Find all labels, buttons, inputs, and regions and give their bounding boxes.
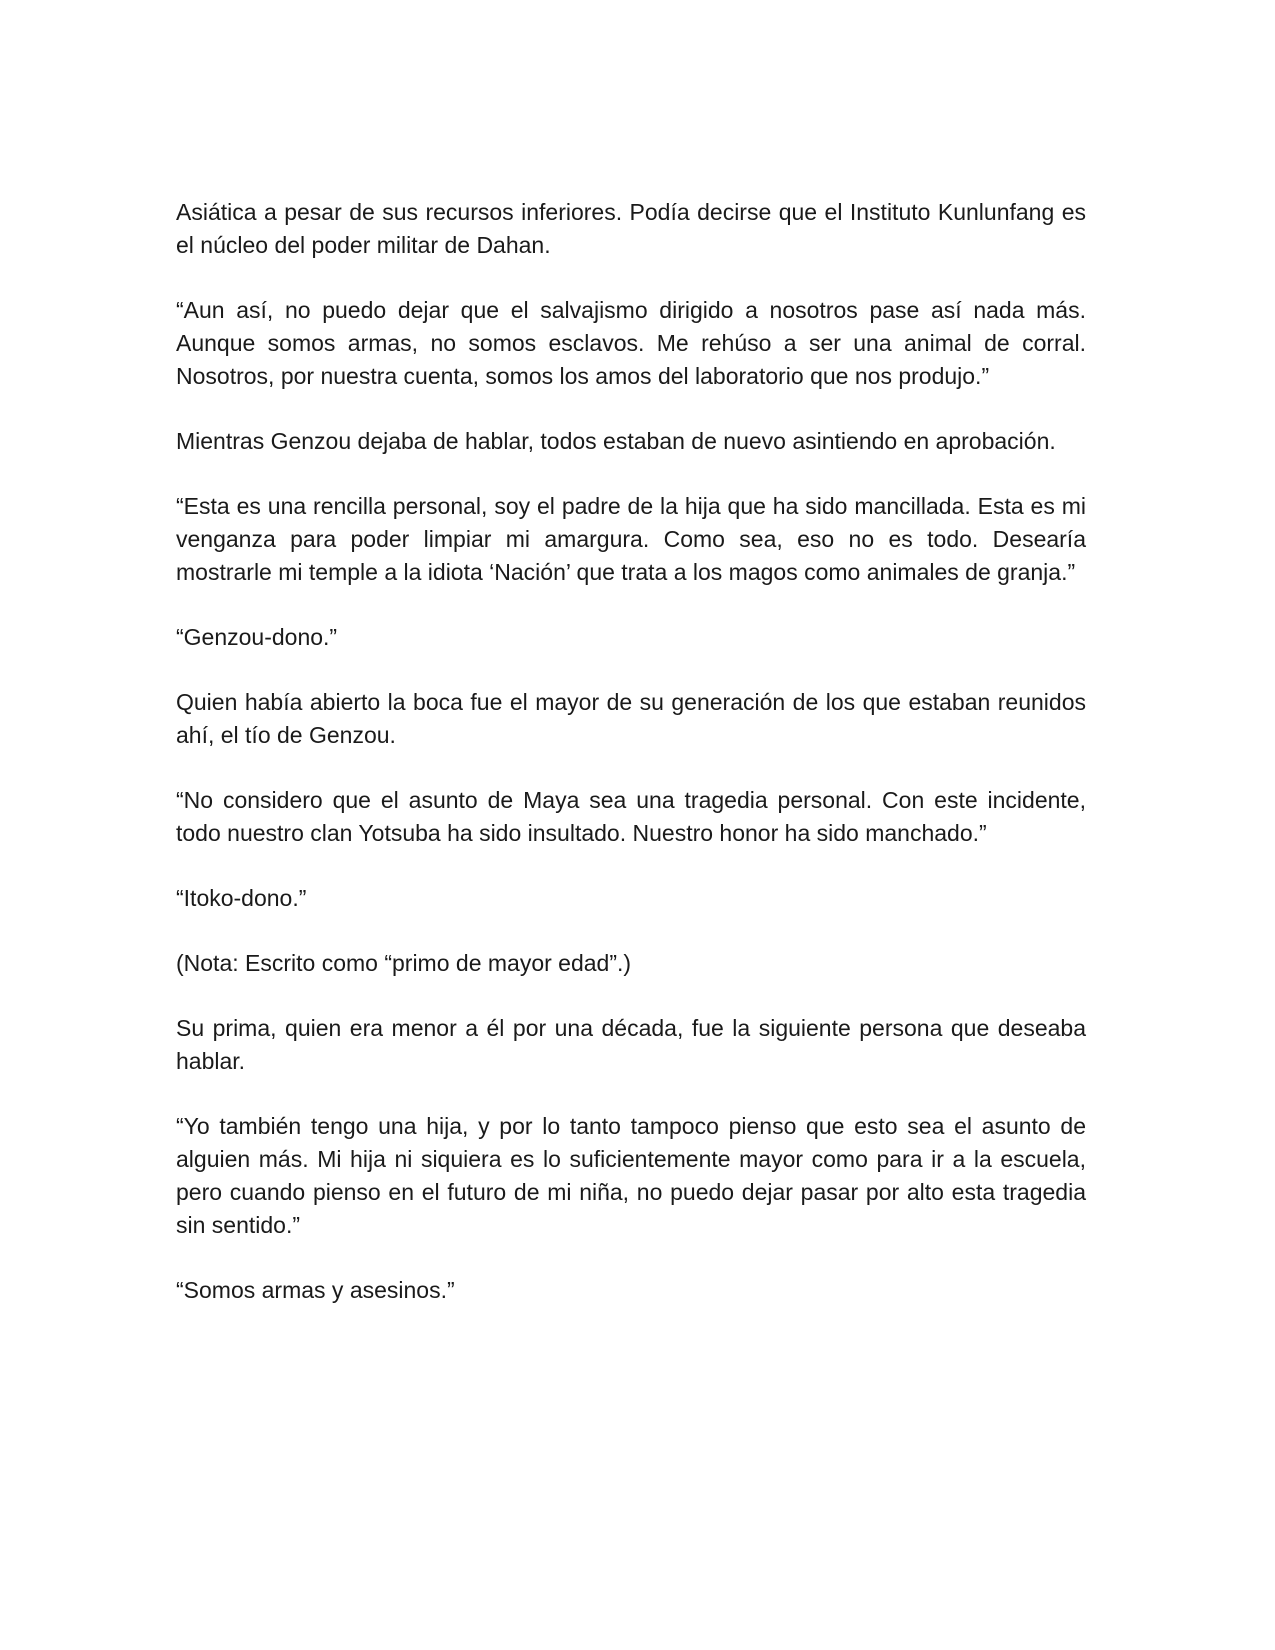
paragraph: “Esta es una rencilla personal, soy el padre de la hija que ha sido mancillada. Esta es mi venganza para poder limpiar mi amargura. Como sea, eso no es todo. Desearía mostrarle mi temple a la idiota ‘Nación’ que trata a los magos como animales de granja.” (176, 493, 1086, 585)
paragraph: “Somos armas y asesinos.” (176, 1277, 455, 1303)
document-body (176, 196, 1086, 1339)
paragraph: Quien había abierto la boca fue el mayor de su generación de los que estaban reunidos ahí, el tío de Genzou. (176, 689, 1086, 748)
paragraph: “No considero que el asunto de Maya sea una tragedia personal. Con este incidente, todo nuestro clan Yotsuba ha sido insultado. Nuestro honor ha sido manchado.” (176, 787, 1086, 846)
paragraph: Mientras Genzou dejaba de hablar, todos estaban de nuevo asintiendo en aprobación. (176, 428, 1056, 454)
paragraph: “Genzou-dono.” (176, 624, 338, 650)
paragraph: Su prima, quien era menor a él por una década, fue la siguiente persona que deseaba hablar. (176, 1015, 1086, 1074)
paragraph: (Nota: Escrito como “primo de mayor edad”.) (176, 950, 632, 976)
paragraph: “Itoko-dono.” (176, 885, 307, 911)
paragraph: “Yo también tengo una hija, y por lo tanto tampoco pienso que esto sea el asunto de alguien más. Mi hija ni siquiera es lo suficientemente mayor como para ir a la escuela, pero cuando pienso en el futuro de mi niña, no puedo dejar pasar por alto esta tragedia sin sentido.” (176, 1113, 1086, 1238)
paragraph: “Aun así, no puedo dejar que el salvajismo dirigido a nosotros pase así nada más. Aunque somos armas, no somos esclavos. Me rehúso a ser una animal de corral. Nosotros, por nuestra cuenta, somos los amos del laboratorio que nos produjo.” (176, 297, 1086, 389)
paragraph: Asiática a pesar de sus recursos inferiores. Podía decirse que el Instituto Kunlunfang es el núcleo del poder militar de Dahan. (176, 199, 1086, 258)
